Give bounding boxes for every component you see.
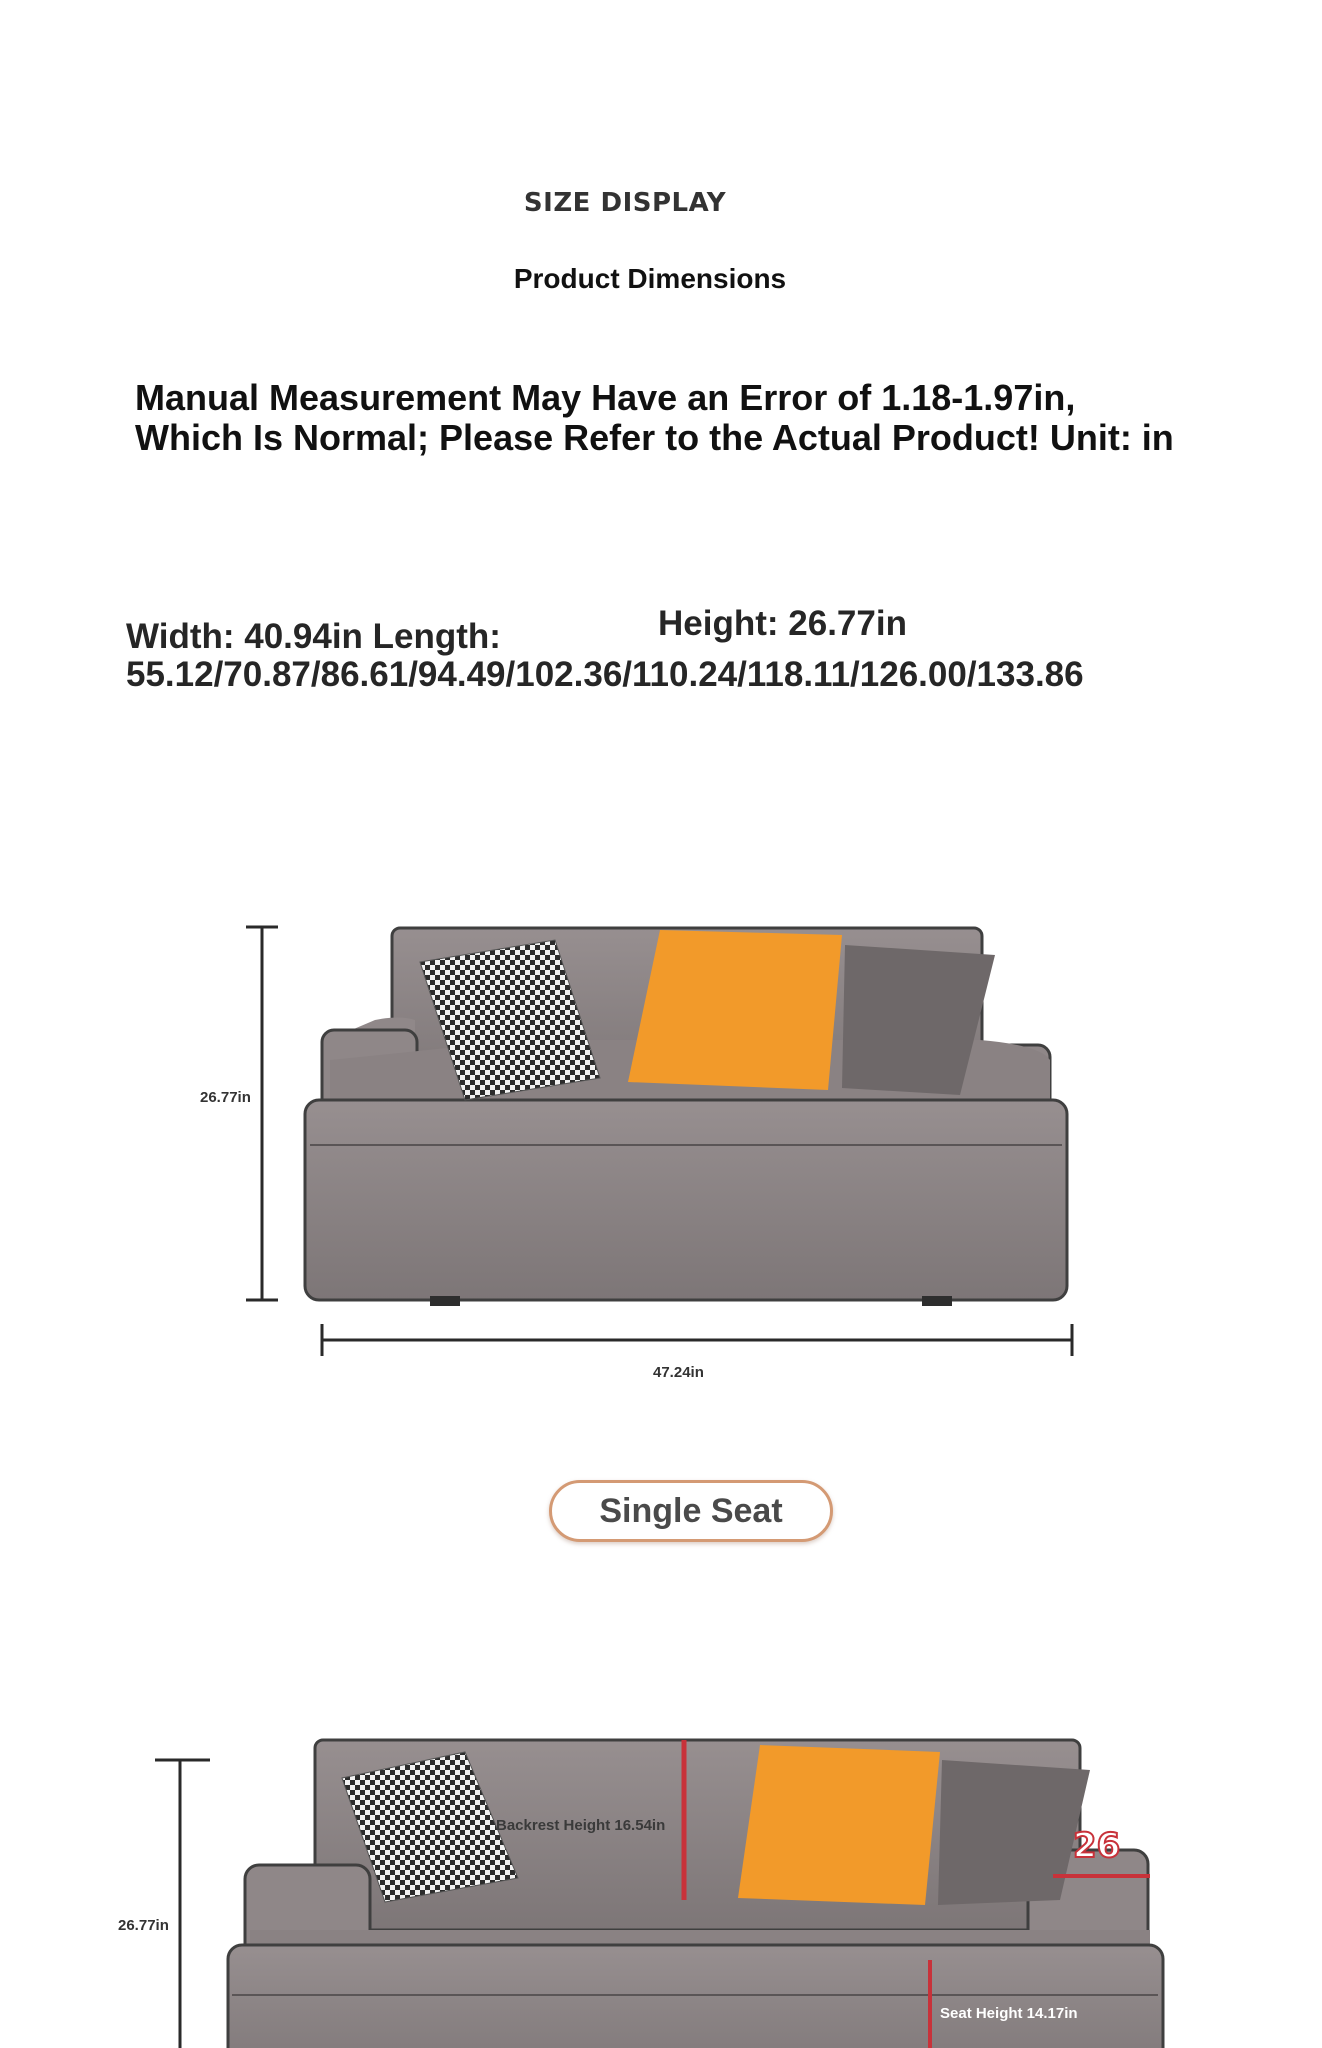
- notice-line-1: Manual Measurement May Have an Error of 1.18-1.97in,: [135, 377, 1076, 418]
- size-display-heading: SIZE DISPLAY: [523, 188, 727, 218]
- seat-height-label: Seat Height 14.17in: [940, 2005, 1078, 2022]
- height-spec: Height: 26.77in: [658, 604, 907, 643]
- notice-line-2: Which Is Normal; Please Refer to the Actual Product! Unit: in: [135, 417, 1174, 458]
- length-values: 55.12/70.87/86.61/94.49/102.36/110.24/118.11/126.00/133.86: [126, 655, 1084, 694]
- single-seat-width-label: 47.24in: [653, 1364, 704, 1381]
- height-dimension-line: [246, 927, 278, 1300]
- detail-orange-pillow: [738, 1745, 940, 1905]
- single-seat-height-label: 26.77in: [200, 1089, 251, 1106]
- detail-height-dimension-line: [155, 1760, 210, 2048]
- armrest-width-label: 26: [1073, 1826, 1121, 1866]
- backrest-height-label: Backrest Height 16.54in: [496, 1817, 666, 1834]
- orange-pillow: [628, 930, 842, 1090]
- detail-height-label: 26.77in: [118, 1917, 169, 1934]
- single-seat-badge: [549, 1480, 833, 1542]
- product-dimensions-title: Product Dimensions: [513, 263, 787, 294]
- single-seat-badge-label: Single Seat: [599, 1491, 783, 1530]
- width-dimension-line: [322, 1324, 1072, 1356]
- width-length-label: Width: 40.94in Length:: [126, 617, 501, 656]
